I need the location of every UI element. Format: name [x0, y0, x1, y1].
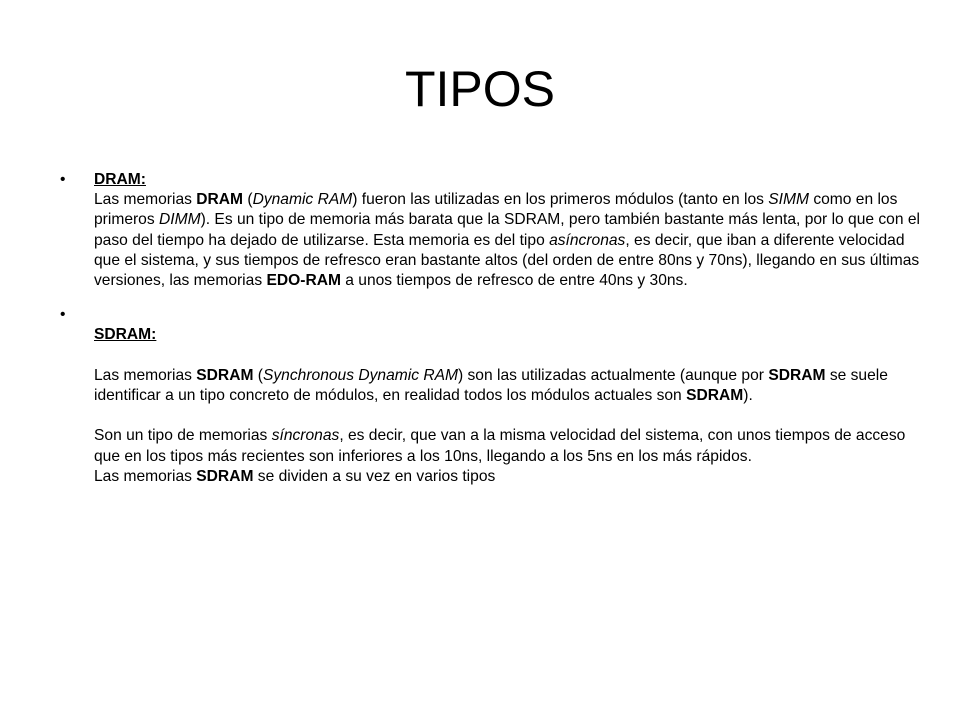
bullet-dot-icon: •	[60, 306, 66, 324]
bullet-list	[60, 170, 920, 487]
sdram-paragraph-1: Las memorias SDRAM (Synchronous Dynamic RAM) son las utilizadas actualmente (aunque por SDRAM se suele identificar a un tipo concreto de módulos, en realidad todos los módulos actuales son SDRAM).	[94, 366, 888, 404]
bullet-dot-icon: •	[60, 171, 66, 188]
bullet-dram	[60, 170, 920, 291]
sdram-paragraph-3: Las memorias SDRAM se dividen a su vez en varios tipos	[94, 467, 496, 485]
sdram-paragraph-2: Son un tipo de memorias síncronas, es decir, que van a la misma velocidad del sistema, con unos tiempos de acceso que en los tipos más recientes son inferiores a los 10ns, llegando a los 5ns en los más rápidos.	[94, 427, 906, 465]
bullet-sdram	[60, 305, 920, 487]
sdram-heading: SDRAM:	[94, 326, 157, 344]
dram-paragraph: Las memorias DRAM (Dynamic RAM) fueron las utilizadas en los primeros módulos (tanto en los SIMM como en los primeros DIMM). Es un tipo de memoria más barata que la SDRAM, pero también bastante más lenta, por lo que con el paso del tiempo ha dejado de utilizarse. Esta memoria es del tipo asíncronas, es decir, que iban a diferente velocidad que el sistema, y sus tiempos de refresco eran bastante altos (del orden de entre 80ns y 70ns), llegando en sus últimas versiones, las memorias EDO-RAM a unos tiempos de refresco de entre 40ns y 30ns.	[94, 191, 920, 290]
slide-title: TIPOS	[404, 61, 556, 117]
dram-heading: DRAM:	[94, 171, 146, 188]
